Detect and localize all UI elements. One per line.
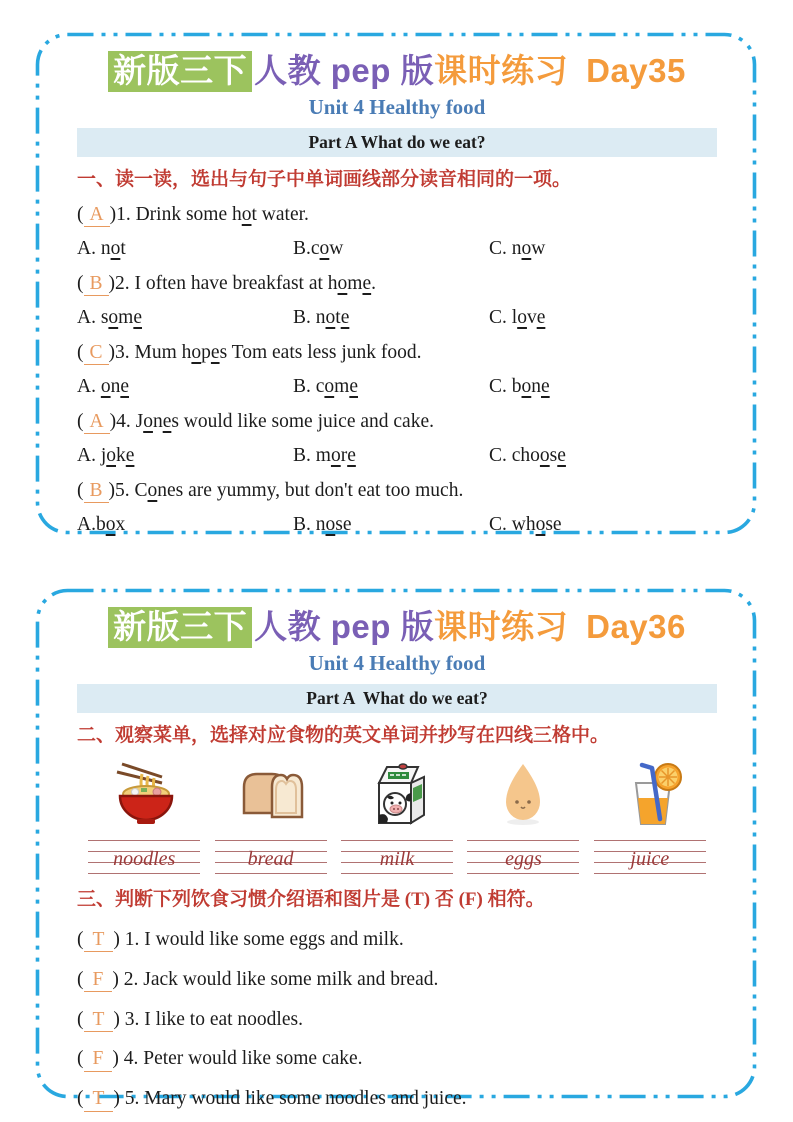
- staff-line: [88, 840, 200, 841]
- course-label: 课时练习: [434, 608, 569, 645]
- underlined-letter: o: [324, 375, 335, 397]
- food-item-bread: [207, 757, 333, 874]
- handwritten-word: bread: [247, 847, 294, 870]
- card-content: [35, 32, 757, 537]
- answer-letter: C: [84, 343, 109, 365]
- question-list: [77, 203, 717, 538]
- edition-badge: 新版三下: [108, 607, 252, 648]
- question: [77, 272, 717, 331]
- underlined-letter: o: [325, 513, 336, 535]
- exercise1-heading: 一、读一读，选出与句子中单词画线部分读音相同的一项。: [77, 169, 572, 191]
- handwritten-word: milk: [379, 847, 415, 870]
- eggs-icon: [481, 757, 565, 829]
- staff-line: [215, 873, 327, 874]
- edition-badge: 新版三下: [108, 51, 252, 92]
- option: C. bone: [489, 375, 550, 397]
- handwriting-lines: [341, 840, 453, 874]
- option: A. joke: [77, 444, 135, 466]
- underlined-letter: o: [337, 272, 348, 294]
- underlined-letter: o: [521, 375, 532, 397]
- staff-line: [341, 873, 453, 874]
- underlined-letter: e: [120, 375, 129, 397]
- underlined-letter: e: [347, 444, 356, 466]
- underlined-letter: e: [349, 375, 358, 397]
- option-row: [77, 375, 717, 400]
- food-menu: [77, 757, 717, 874]
- option: C. whose: [489, 513, 562, 535]
- noodles-icon: [102, 757, 186, 829]
- true-false-item: ( F ) 4. Peter would like some cake.: [77, 1047, 717, 1072]
- day-label: Day36: [586, 608, 686, 645]
- staff-line: [594, 840, 706, 841]
- true-false-item: ( T ) 3. I like to eat noodles.: [77, 1008, 717, 1033]
- option: C. now: [489, 237, 546, 259]
- staff-line: [594, 873, 706, 874]
- underlined-letter: o: [517, 306, 527, 328]
- underlined-letter: o: [143, 410, 153, 432]
- underlined-letter: o: [108, 306, 119, 328]
- answer-letter: B: [84, 481, 109, 503]
- option: A. not: [77, 237, 126, 259]
- answer-letter: B: [84, 274, 109, 296]
- worksheet-title: [77, 606, 717, 647]
- underlined-letter: o: [147, 479, 158, 501]
- staff-line: [467, 840, 579, 841]
- exercise2-heading: 二、观察菜单，选择对应食物的英文单词并抄写在四线三格中。: [77, 725, 610, 747]
- exercise3-heading: 三、判断下列饮食习惯介绍语和图片是 (T) 否 (F) 相符。: [77, 888, 545, 910]
- underlined-letter: e: [536, 306, 546, 328]
- handwriting-lines: [467, 840, 579, 874]
- option: B. more: [293, 444, 356, 466]
- staff-line: [467, 873, 579, 874]
- handwritten-word: juice: [630, 847, 670, 870]
- bread-icon: [229, 757, 313, 829]
- underlined-letter: o: [241, 203, 252, 225]
- underlined-letter: o: [110, 237, 121, 259]
- answer-letter: T: [84, 930, 114, 952]
- unit-title: Unit 4 Healthy food: [308, 651, 486, 676]
- food-item-noodles: [81, 757, 207, 874]
- underlined-letter: o: [191, 341, 202, 363]
- card-content: [35, 588, 757, 1112]
- underlined-letter: o: [535, 513, 546, 535]
- question-stem: ( A )4. Jones would like some juice and cake.: [77, 410, 717, 435]
- true-false-item: ( F ) 2. Jack would like some milk and bread.: [77, 968, 717, 993]
- staff-line: [215, 840, 327, 841]
- question: [77, 410, 717, 469]
- part-bar: Part A What do we eat?: [77, 684, 717, 713]
- underlined-letter: o: [330, 444, 341, 466]
- answer-letter: A: [84, 205, 110, 227]
- option-row: [77, 444, 717, 469]
- staff-line: [341, 840, 453, 841]
- question-stem: ( C )3. Mum hopes Tom eats less junk food.: [77, 341, 717, 366]
- press-label: 人教 pep 版: [254, 52, 435, 89]
- option: A. some: [77, 306, 142, 328]
- worksheet-card-day35: [35, 32, 757, 535]
- underlined-letter: e: [210, 341, 220, 363]
- food-item-milk: [334, 757, 460, 874]
- handwriting-lines: [88, 840, 200, 874]
- press-label: 人教 pep 版: [254, 608, 435, 645]
- question-stem: ( B )2. I often have breakfast at home.: [77, 272, 717, 297]
- handwritten-word: noodles: [113, 847, 176, 870]
- handwriting-lines: [215, 840, 327, 874]
- true-false-item: ( T ) 5. Mary would like some noodles and juice.: [77, 1087, 717, 1112]
- underlined-letter: o: [521, 237, 532, 259]
- underlined-letter: o: [325, 306, 336, 328]
- option-row: [77, 237, 717, 262]
- underlined-letter: e: [340, 306, 350, 328]
- underlined-letter: o: [106, 444, 116, 466]
- day-label: Day35: [586, 52, 686, 89]
- underlined-letter: o: [539, 444, 550, 466]
- option: A. one: [77, 375, 129, 397]
- true-false-item: ( T ) 1. I would like some eggs and milk.: [77, 928, 717, 953]
- option: B.cow: [293, 237, 344, 259]
- question: [77, 341, 717, 400]
- underlined-letter: o: [319, 237, 330, 259]
- juice-icon: [608, 757, 692, 829]
- underlined-letter: e: [133, 306, 142, 328]
- option: A.box: [77, 513, 126, 535]
- underlined-letter: o: [105, 513, 116, 535]
- unit-title: Unit 4 Healthy food: [308, 95, 486, 120]
- answer-letter: F: [84, 1049, 113, 1071]
- worksheet-card-day36: [35, 588, 757, 1110]
- handwriting-lines: [594, 840, 706, 874]
- handwritten-word: eggs: [505, 847, 542, 870]
- underlined-letter: e: [162, 410, 172, 432]
- part-bar: Part A What do we eat?: [77, 128, 717, 157]
- answer-letter: T: [84, 1010, 114, 1032]
- option: B. nose: [293, 513, 352, 535]
- option-row: [77, 513, 717, 538]
- worksheet-title: [77, 50, 717, 91]
- answer-letter: T: [84, 1089, 114, 1111]
- food-item-juice: [587, 757, 713, 874]
- underlined-letter: e: [541, 375, 550, 397]
- option: C. choose: [489, 444, 566, 466]
- underlined-letter: e: [557, 444, 566, 466]
- answer-letter: F: [84, 970, 113, 992]
- question-stem: ( B )5. Cones are yummy, but don't eat too much.: [77, 479, 717, 504]
- option: C. love: [489, 306, 546, 328]
- course-label: 课时练习: [434, 52, 569, 89]
- underlined-letter: o: [100, 375, 111, 397]
- true-false-list: [77, 928, 717, 1113]
- option: B. come: [293, 375, 358, 397]
- option: B. note: [293, 306, 350, 328]
- staff-line: [88, 873, 200, 874]
- question: [77, 479, 717, 538]
- option-row: [77, 306, 717, 331]
- answer-letter: A: [84, 412, 110, 434]
- food-item-eggs: [460, 757, 586, 874]
- milk-icon: [355, 757, 439, 829]
- question-stem: ( A )1. Drink some hot water.: [77, 203, 717, 228]
- question: [77, 203, 717, 262]
- underlined-letter: e: [362, 272, 372, 294]
- underlined-letter: e: [125, 444, 135, 466]
